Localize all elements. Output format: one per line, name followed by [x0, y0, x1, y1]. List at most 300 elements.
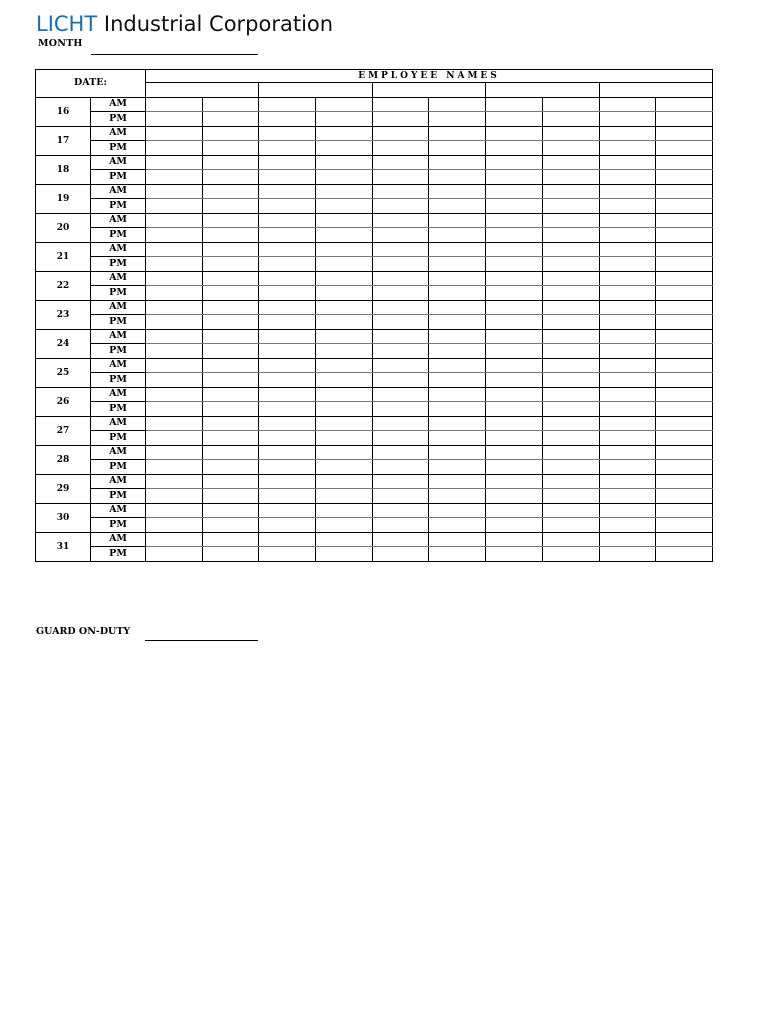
time-entry-cell[interactable]	[259, 213, 316, 228]
time-entry-cell[interactable]	[259, 300, 316, 315]
time-entry-cell[interactable]	[656, 373, 713, 388]
time-entry-cell[interactable]	[316, 126, 373, 141]
time-entry-cell[interactable]	[486, 518, 543, 533]
time-entry-cell[interactable]	[656, 126, 713, 141]
time-entry-cell[interactable]	[542, 199, 599, 214]
time-entry-cell[interactable]	[372, 503, 429, 518]
time-entry-cell[interactable]	[656, 170, 713, 185]
time-entry-cell[interactable]	[542, 416, 599, 431]
time-entry-cell[interactable]	[429, 126, 486, 141]
time-entry-cell[interactable]	[259, 387, 316, 402]
time-entry-cell[interactable]	[656, 242, 713, 257]
time-entry-cell[interactable]	[146, 300, 203, 315]
time-entry-cell[interactable]	[486, 532, 543, 547]
time-entry-cell[interactable]	[486, 474, 543, 489]
time-entry-cell[interactable]	[599, 431, 656, 446]
time-entry-cell[interactable]	[542, 271, 599, 286]
time-entry-cell[interactable]	[429, 329, 486, 344]
time-entry-cell[interactable]	[542, 315, 599, 330]
time-entry-cell[interactable]	[259, 97, 316, 112]
time-entry-cell[interactable]	[599, 126, 656, 141]
time-entry-cell[interactable]	[316, 344, 373, 359]
employee-name-cell[interactable]	[259, 83, 372, 98]
time-entry-cell[interactable]	[146, 315, 203, 330]
time-entry-cell[interactable]	[259, 460, 316, 475]
time-entry-cell[interactable]	[316, 184, 373, 199]
time-entry-cell[interactable]	[542, 242, 599, 257]
time-entry-cell[interactable]	[202, 155, 259, 170]
time-entry-cell[interactable]	[316, 329, 373, 344]
time-entry-cell[interactable]	[429, 373, 486, 388]
time-entry-cell[interactable]	[372, 228, 429, 243]
time-entry-cell[interactable]	[429, 460, 486, 475]
time-entry-cell[interactable]	[429, 228, 486, 243]
time-entry-cell[interactable]	[372, 402, 429, 417]
time-entry-cell[interactable]	[316, 213, 373, 228]
time-entry-cell[interactable]	[599, 286, 656, 301]
time-entry-cell[interactable]	[599, 358, 656, 373]
time-entry-cell[interactable]	[486, 402, 543, 417]
time-entry-cell[interactable]	[259, 184, 316, 199]
time-entry-cell[interactable]	[542, 141, 599, 156]
time-entry-cell[interactable]	[542, 474, 599, 489]
time-entry-cell[interactable]	[656, 358, 713, 373]
time-entry-cell[interactable]	[599, 213, 656, 228]
time-entry-cell[interactable]	[372, 213, 429, 228]
time-entry-cell[interactable]	[656, 503, 713, 518]
time-entry-cell[interactable]	[316, 474, 373, 489]
time-entry-cell[interactable]	[259, 271, 316, 286]
guard-signature-line[interactable]	[145, 640, 258, 641]
time-entry-cell[interactable]	[372, 329, 429, 344]
time-entry-cell[interactable]	[372, 286, 429, 301]
time-entry-cell[interactable]	[542, 460, 599, 475]
time-entry-cell[interactable]	[259, 141, 316, 156]
time-entry-cell[interactable]	[486, 184, 543, 199]
time-entry-cell[interactable]	[146, 358, 203, 373]
time-entry-cell[interactable]	[429, 213, 486, 228]
time-entry-cell[interactable]	[599, 315, 656, 330]
time-entry-cell[interactable]	[542, 402, 599, 417]
time-entry-cell[interactable]	[656, 184, 713, 199]
time-entry-cell[interactable]	[146, 416, 203, 431]
time-entry-cell[interactable]	[316, 170, 373, 185]
time-entry-cell[interactable]	[542, 184, 599, 199]
time-entry-cell[interactable]	[486, 358, 543, 373]
time-entry-cell[interactable]	[429, 547, 486, 562]
time-entry-cell[interactable]	[372, 126, 429, 141]
time-entry-cell[interactable]	[316, 489, 373, 504]
time-entry-cell[interactable]	[202, 170, 259, 185]
time-entry-cell[interactable]	[372, 431, 429, 446]
time-entry-cell[interactable]	[316, 97, 373, 112]
time-entry-cell[interactable]	[202, 300, 259, 315]
time-entry-cell[interactable]	[429, 112, 486, 127]
month-input-line[interactable]	[91, 54, 258, 55]
time-entry-cell[interactable]	[372, 445, 429, 460]
time-entry-cell[interactable]	[146, 460, 203, 475]
time-entry-cell[interactable]	[372, 387, 429, 402]
time-entry-cell[interactable]	[599, 141, 656, 156]
time-entry-cell[interactable]	[599, 170, 656, 185]
time-entry-cell[interactable]	[259, 315, 316, 330]
time-entry-cell[interactable]	[599, 155, 656, 170]
time-entry-cell[interactable]	[202, 257, 259, 272]
time-entry-cell[interactable]	[486, 112, 543, 127]
time-entry-cell[interactable]	[599, 228, 656, 243]
time-entry-cell[interactable]	[656, 315, 713, 330]
time-entry-cell[interactable]	[429, 315, 486, 330]
time-entry-cell[interactable]	[259, 155, 316, 170]
time-entry-cell[interactable]	[656, 271, 713, 286]
time-entry-cell[interactable]	[599, 402, 656, 417]
time-entry-cell[interactable]	[429, 184, 486, 199]
time-entry-cell[interactable]	[599, 416, 656, 431]
time-entry-cell[interactable]	[486, 199, 543, 214]
time-entry-cell[interactable]	[656, 300, 713, 315]
time-entry-cell[interactable]	[599, 489, 656, 504]
time-entry-cell[interactable]	[146, 329, 203, 344]
time-entry-cell[interactable]	[372, 141, 429, 156]
time-entry-cell[interactable]	[202, 547, 259, 562]
time-entry-cell[interactable]	[316, 373, 373, 388]
time-entry-cell[interactable]	[259, 431, 316, 446]
time-entry-cell[interactable]	[146, 228, 203, 243]
time-entry-cell[interactable]	[486, 170, 543, 185]
time-entry-cell[interactable]	[542, 170, 599, 185]
time-entry-cell[interactable]	[656, 344, 713, 359]
time-entry-cell[interactable]	[486, 373, 543, 388]
time-entry-cell[interactable]	[146, 242, 203, 257]
time-entry-cell[interactable]	[372, 112, 429, 127]
time-entry-cell[interactable]	[486, 300, 543, 315]
time-entry-cell[interactable]	[372, 474, 429, 489]
time-entry-cell[interactable]	[656, 112, 713, 127]
time-entry-cell[interactable]	[542, 373, 599, 388]
time-entry-cell[interactable]	[316, 242, 373, 257]
time-entry-cell[interactable]	[656, 155, 713, 170]
time-entry-cell[interactable]	[542, 532, 599, 547]
time-entry-cell[interactable]	[542, 358, 599, 373]
time-entry-cell[interactable]	[202, 402, 259, 417]
time-entry-cell[interactable]	[259, 228, 316, 243]
time-entry-cell[interactable]	[316, 228, 373, 243]
time-entry-cell[interactable]	[372, 257, 429, 272]
time-entry-cell[interactable]	[146, 518, 203, 533]
time-entry-cell[interactable]	[486, 445, 543, 460]
time-entry-cell[interactable]	[486, 155, 543, 170]
time-entry-cell[interactable]	[146, 184, 203, 199]
time-entry-cell[interactable]	[202, 532, 259, 547]
time-entry-cell[interactable]	[259, 242, 316, 257]
time-entry-cell[interactable]	[146, 387, 203, 402]
time-entry-cell[interactable]	[429, 431, 486, 446]
time-entry-cell[interactable]	[372, 489, 429, 504]
time-entry-cell[interactable]	[259, 402, 316, 417]
time-entry-cell[interactable]	[202, 358, 259, 373]
time-entry-cell[interactable]	[146, 213, 203, 228]
time-entry-cell[interactable]	[599, 329, 656, 344]
time-entry-cell[interactable]	[259, 532, 316, 547]
time-entry-cell[interactable]	[146, 373, 203, 388]
time-entry-cell[interactable]	[316, 271, 373, 286]
time-entry-cell[interactable]	[202, 126, 259, 141]
time-entry-cell[interactable]	[316, 286, 373, 301]
time-entry-cell[interactable]	[656, 228, 713, 243]
time-entry-cell[interactable]	[656, 474, 713, 489]
time-entry-cell[interactable]	[372, 460, 429, 475]
time-entry-cell[interactable]	[146, 155, 203, 170]
time-entry-cell[interactable]	[259, 547, 316, 562]
time-entry-cell[interactable]	[202, 387, 259, 402]
time-entry-cell[interactable]	[656, 257, 713, 272]
time-entry-cell[interactable]	[429, 416, 486, 431]
time-entry-cell[interactable]	[202, 431, 259, 446]
time-entry-cell[interactable]	[146, 112, 203, 127]
time-entry-cell[interactable]	[202, 329, 259, 344]
time-entry-cell[interactable]	[486, 460, 543, 475]
time-entry-cell[interactable]	[486, 286, 543, 301]
time-entry-cell[interactable]	[656, 286, 713, 301]
time-entry-cell[interactable]	[316, 300, 373, 315]
time-entry-cell[interactable]	[486, 315, 543, 330]
time-entry-cell[interactable]	[316, 460, 373, 475]
time-entry-cell[interactable]	[146, 445, 203, 460]
time-entry-cell[interactable]	[486, 387, 543, 402]
time-entry-cell[interactable]	[372, 315, 429, 330]
time-entry-cell[interactable]	[372, 155, 429, 170]
time-entry-cell[interactable]	[656, 387, 713, 402]
time-entry-cell[interactable]	[429, 199, 486, 214]
time-entry-cell[interactable]	[599, 184, 656, 199]
time-entry-cell[interactable]	[202, 97, 259, 112]
time-entry-cell[interactable]	[429, 257, 486, 272]
time-entry-cell[interactable]	[372, 416, 429, 431]
time-entry-cell[interactable]	[542, 213, 599, 228]
time-entry-cell[interactable]	[372, 532, 429, 547]
time-entry-cell[interactable]	[202, 112, 259, 127]
time-entry-cell[interactable]	[259, 199, 316, 214]
time-entry-cell[interactable]	[486, 547, 543, 562]
time-entry-cell[interactable]	[542, 112, 599, 127]
time-entry-cell[interactable]	[202, 373, 259, 388]
time-entry-cell[interactable]	[542, 489, 599, 504]
time-entry-cell[interactable]	[146, 474, 203, 489]
time-entry-cell[interactable]	[372, 518, 429, 533]
time-entry-cell[interactable]	[316, 445, 373, 460]
time-entry-cell[interactable]	[542, 503, 599, 518]
time-entry-cell[interactable]	[656, 489, 713, 504]
time-entry-cell[interactable]	[429, 503, 486, 518]
time-entry-cell[interactable]	[259, 518, 316, 533]
time-entry-cell[interactable]	[486, 141, 543, 156]
time-entry-cell[interactable]	[316, 518, 373, 533]
time-entry-cell[interactable]	[542, 257, 599, 272]
time-entry-cell[interactable]	[146, 126, 203, 141]
time-entry-cell[interactable]	[316, 257, 373, 272]
time-entry-cell[interactable]	[599, 474, 656, 489]
time-entry-cell[interactable]	[542, 155, 599, 170]
time-entry-cell[interactable]	[486, 242, 543, 257]
time-entry-cell[interactable]	[486, 416, 543, 431]
time-entry-cell[interactable]	[599, 445, 656, 460]
time-entry-cell[interactable]	[202, 199, 259, 214]
time-entry-cell[interactable]	[259, 329, 316, 344]
time-entry-cell[interactable]	[542, 547, 599, 562]
time-entry-cell[interactable]	[599, 97, 656, 112]
time-entry-cell[interactable]	[599, 460, 656, 475]
time-entry-cell[interactable]	[202, 503, 259, 518]
time-entry-cell[interactable]	[429, 474, 486, 489]
time-entry-cell[interactable]	[372, 344, 429, 359]
time-entry-cell[interactable]	[259, 344, 316, 359]
time-entry-cell[interactable]	[542, 344, 599, 359]
employee-name-cell[interactable]	[486, 83, 599, 98]
time-entry-cell[interactable]	[372, 184, 429, 199]
time-entry-cell[interactable]	[259, 489, 316, 504]
time-entry-cell[interactable]	[146, 344, 203, 359]
time-entry-cell[interactable]	[486, 228, 543, 243]
time-entry-cell[interactable]	[202, 228, 259, 243]
time-entry-cell[interactable]	[599, 518, 656, 533]
time-entry-cell[interactable]	[146, 431, 203, 446]
time-entry-cell[interactable]	[429, 286, 486, 301]
time-entry-cell[interactable]	[429, 402, 486, 417]
time-entry-cell[interactable]	[656, 532, 713, 547]
time-entry-cell[interactable]	[259, 112, 316, 127]
time-entry-cell[interactable]	[146, 199, 203, 214]
time-entry-cell[interactable]	[202, 315, 259, 330]
time-entry-cell[interactable]	[372, 242, 429, 257]
time-entry-cell[interactable]	[429, 344, 486, 359]
time-entry-cell[interactable]	[372, 170, 429, 185]
employee-name-cell[interactable]	[146, 83, 259, 98]
time-entry-cell[interactable]	[599, 257, 656, 272]
time-entry-cell[interactable]	[542, 228, 599, 243]
time-entry-cell[interactable]	[146, 257, 203, 272]
time-entry-cell[interactable]	[656, 141, 713, 156]
time-entry-cell[interactable]	[259, 126, 316, 141]
time-entry-cell[interactable]	[146, 271, 203, 286]
time-entry-cell[interactable]	[542, 126, 599, 141]
time-entry-cell[interactable]	[486, 271, 543, 286]
time-entry-cell[interactable]	[259, 503, 316, 518]
time-entry-cell[interactable]	[202, 213, 259, 228]
time-entry-cell[interactable]	[316, 503, 373, 518]
time-entry-cell[interactable]	[202, 416, 259, 431]
time-entry-cell[interactable]	[259, 416, 316, 431]
time-entry-cell[interactable]	[486, 126, 543, 141]
time-entry-cell[interactable]	[542, 329, 599, 344]
time-entry-cell[interactable]	[372, 300, 429, 315]
time-entry-cell[interactable]	[656, 402, 713, 417]
time-entry-cell[interactable]	[259, 358, 316, 373]
time-entry-cell[interactable]	[542, 445, 599, 460]
time-entry-cell[interactable]	[656, 431, 713, 446]
time-entry-cell[interactable]	[542, 300, 599, 315]
time-entry-cell[interactable]	[429, 489, 486, 504]
time-entry-cell[interactable]	[146, 141, 203, 156]
time-entry-cell[interactable]	[429, 141, 486, 156]
time-entry-cell[interactable]	[429, 532, 486, 547]
time-entry-cell[interactable]	[316, 199, 373, 214]
time-entry-cell[interactable]	[202, 445, 259, 460]
time-entry-cell[interactable]	[599, 199, 656, 214]
time-entry-cell[interactable]	[259, 257, 316, 272]
time-entry-cell[interactable]	[316, 112, 373, 127]
time-entry-cell[interactable]	[259, 286, 316, 301]
time-entry-cell[interactable]	[599, 373, 656, 388]
time-entry-cell[interactable]	[656, 416, 713, 431]
time-entry-cell[interactable]	[486, 257, 543, 272]
time-entry-cell[interactable]	[656, 329, 713, 344]
time-entry-cell[interactable]	[542, 286, 599, 301]
time-entry-cell[interactable]	[599, 271, 656, 286]
time-entry-cell[interactable]	[316, 431, 373, 446]
time-entry-cell[interactable]	[429, 271, 486, 286]
time-entry-cell[interactable]	[599, 344, 656, 359]
time-entry-cell[interactable]	[316, 358, 373, 373]
employee-name-cell[interactable]	[372, 83, 485, 98]
time-entry-cell[interactable]	[429, 518, 486, 533]
time-entry-cell[interactable]	[429, 445, 486, 460]
time-entry-cell[interactable]	[599, 503, 656, 518]
time-entry-cell[interactable]	[372, 199, 429, 214]
time-entry-cell[interactable]	[202, 271, 259, 286]
time-entry-cell[interactable]	[372, 358, 429, 373]
time-entry-cell[interactable]	[599, 242, 656, 257]
time-entry-cell[interactable]	[542, 518, 599, 533]
time-entry-cell[interactable]	[486, 503, 543, 518]
time-entry-cell[interactable]	[429, 300, 486, 315]
time-entry-cell[interactable]	[656, 199, 713, 214]
time-entry-cell[interactable]	[316, 532, 373, 547]
time-entry-cell[interactable]	[259, 170, 316, 185]
time-entry-cell[interactable]	[429, 242, 486, 257]
time-entry-cell[interactable]	[372, 97, 429, 112]
time-entry-cell[interactable]	[316, 141, 373, 156]
employee-name-cell[interactable]	[599, 83, 712, 98]
time-entry-cell[interactable]	[316, 547, 373, 562]
time-entry-cell[interactable]	[259, 474, 316, 489]
time-entry-cell[interactable]	[146, 532, 203, 547]
time-entry-cell[interactable]	[259, 373, 316, 388]
time-entry-cell[interactable]	[599, 532, 656, 547]
time-entry-cell[interactable]	[146, 286, 203, 301]
time-entry-cell[interactable]	[202, 184, 259, 199]
time-entry-cell[interactable]	[146, 97, 203, 112]
time-entry-cell[interactable]	[542, 97, 599, 112]
time-entry-cell[interactable]	[202, 141, 259, 156]
time-entry-cell[interactable]	[146, 503, 203, 518]
time-entry-cell[interactable]	[486, 344, 543, 359]
time-entry-cell[interactable]	[486, 213, 543, 228]
time-entry-cell[interactable]	[656, 460, 713, 475]
time-entry-cell[interactable]	[486, 489, 543, 504]
time-entry-cell[interactable]	[202, 474, 259, 489]
time-entry-cell[interactable]	[486, 97, 543, 112]
time-entry-cell[interactable]	[146, 489, 203, 504]
time-entry-cell[interactable]	[599, 387, 656, 402]
time-entry-cell[interactable]	[316, 416, 373, 431]
time-entry-cell[interactable]	[316, 315, 373, 330]
time-entry-cell[interactable]	[656, 547, 713, 562]
time-entry-cell[interactable]	[202, 518, 259, 533]
time-entry-cell[interactable]	[429, 387, 486, 402]
time-entry-cell[interactable]	[656, 518, 713, 533]
time-entry-cell[interactable]	[542, 387, 599, 402]
time-entry-cell[interactable]	[429, 97, 486, 112]
